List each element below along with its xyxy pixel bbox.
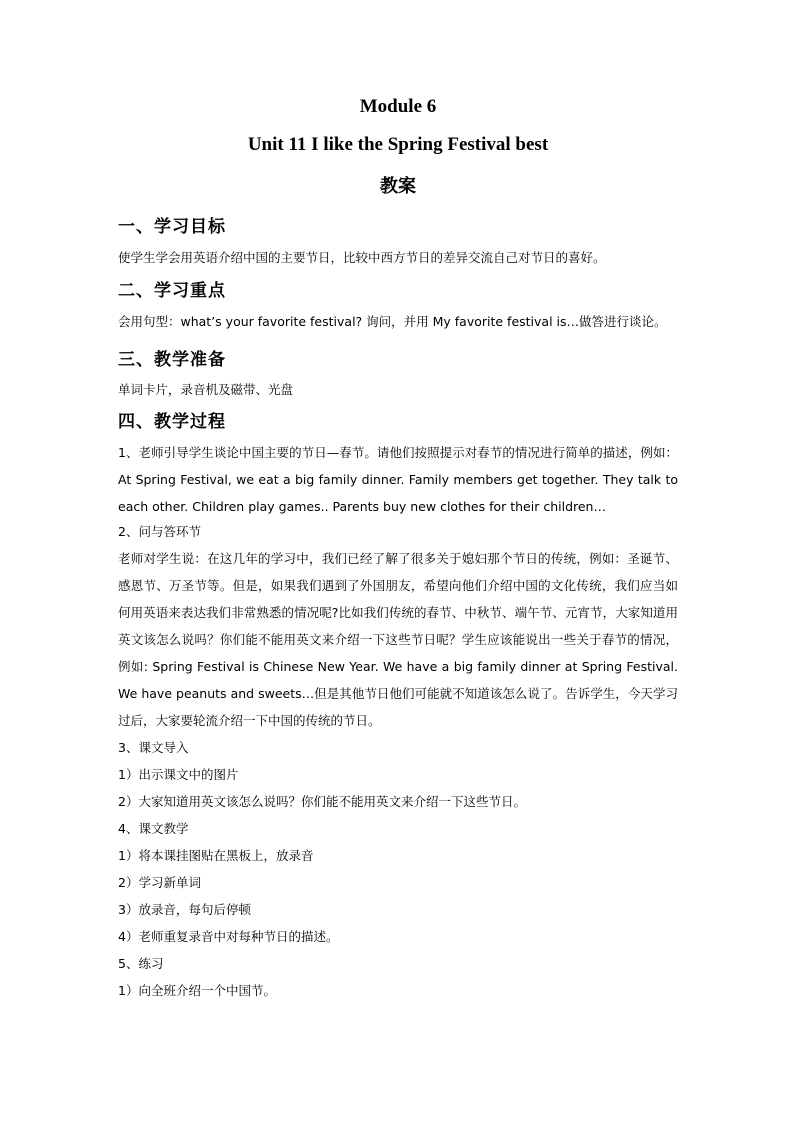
step4-item4: 4）老师重复录音中对每种节日的描述。: [118, 929, 339, 944]
unit-title: Unit 11 I like the Spring Festival best: [247, 134, 549, 155]
step5-title: 5、练习: [118, 956, 164, 971]
teaching-preparation-text: 单词卡片，录音机及磁带、光盘: [118, 382, 294, 397]
learning-focus-text: 会用句型：what’s your favorite festival? 询问，并用 My favorite festival is…做答进行谈论。: [118, 314, 667, 329]
heading-teaching-process: 四、教学过程: [118, 412, 226, 432]
step4-item1: 1）将本课挂图贴在黑板上，放录音: [118, 848, 314, 863]
step4-title: 4、课文教学: [118, 821, 189, 836]
step2-paragraph: 老师对学生说：在这几年的学习中，我们已经了解了很多关于媳妇那个节日的传统，例如：圣诞节、感恩节、万圣节等。但是，如果我们遇到了外国朋友，希望向他们介绍中国的文化传统，我们应当如何用英语来表达我们非常熟悉的情况呢?比如我们传统的春节、中秋节、端午节、元宵节，大家知道用英文该怎么说吗？你们能不能用英文来介绍一下这些节日呢？学生应该能说出一些关于春节的情况，例如: Spring Festival is Chinese New Year. We have a big family dinner at Spring Festival. We have peanuts and sweets…但是其他节日他们可能就不知道该怎么说了。告诉学生，今天学习过后，大家要轮流介绍一下中国的传统的节日。: [118, 551, 678, 728]
step1-paragraph: 1、老师引导学生谈论中国主要的节日—春节。请他们按照提示对春节的情况进行简单的描述，例如：At Spring Festival, we eat a big family dinner. Family members get together. They talk to each other. Children play games.. Parents buy new clothes for their children…: [118, 445, 678, 514]
step5-item1: 1）向全班介绍一个中国节。: [118, 983, 276, 998]
module-title: Module 6: [359, 96, 437, 117]
step3-item1: 1）出示课文中的图片: [118, 767, 239, 782]
heading-teaching-preparation: 三、教学准备: [118, 350, 226, 370]
heading-learning-goals: 一、学习目标: [118, 217, 226, 237]
step4-item3: 3）放录音，每句后停顿: [118, 902, 251, 917]
step3-title: 3、课文导入: [118, 740, 189, 755]
step2-title: 2、问与答环节: [118, 524, 201, 539]
step3-item2: 2）大家知道用英文该怎么说吗？你们能不能用英文来介绍一下这些节日。: [118, 794, 526, 809]
step4-item2: 2）学习新单词: [118, 875, 201, 890]
learning-goals-text: 使学生学会用英语介绍中国的主要节日，比较中西方节日的差异交流自己对节日的喜好。: [118, 250, 606, 265]
heading-learning-focus: 二、学习重点: [118, 281, 226, 301]
lesson-plan-title: 教案: [380, 176, 416, 197]
